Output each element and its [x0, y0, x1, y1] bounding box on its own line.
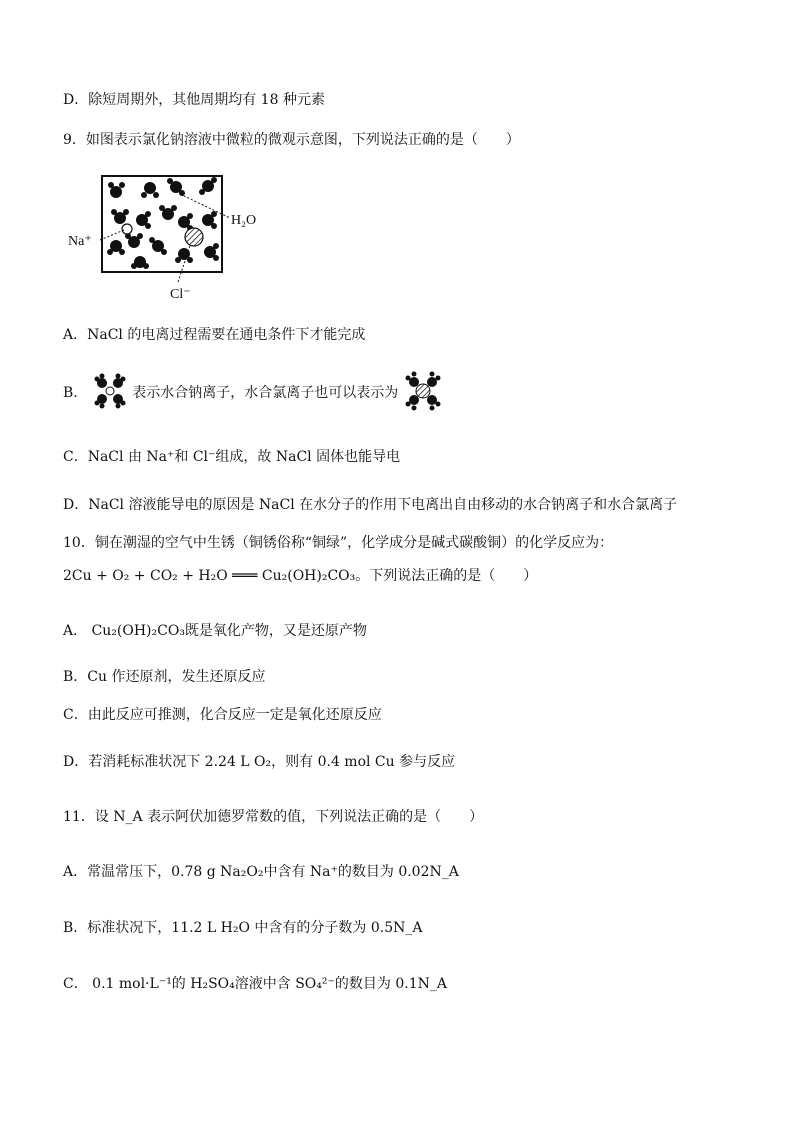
cl-ion — [185, 228, 203, 246]
label-na: Na⁺ — [68, 234, 92, 249]
q9-option-b-text: 表示水合钠离子，水合氯离子也可以表示为 — [132, 385, 399, 401]
q9-option-c: C．NaCl 由 Na⁺和 Cl⁻组成，故 NaCl 固体也能导电 — [63, 449, 401, 465]
hydrated-cl-ion-icon — [403, 371, 443, 411]
q8-option-d: D．除短周期外，其他周期均有 18 种元素 — [63, 92, 325, 108]
q9-option-b-prefix: B． — [63, 385, 88, 401]
hydrated-na-ion-icon — [92, 373, 128, 409]
q9-option-b — [63, 383, 443, 403]
q10-equation: 2Cu + O₂ + CO₂ + H₂O ═══ Cu₂(OH)₂CO₃。下列说法正确的是（ ） — [63, 568, 538, 584]
q10-option-c: C．由此反应可推测，化合反应一定是氧化还原反应 — [63, 707, 382, 723]
q11-option-c: C． 0.1 mol·L⁻¹的 H₂SO₄溶液中含 SO₄²⁻的数目为 0.1N_A — [63, 976, 447, 992]
label-h2o: H₂O — [231, 213, 257, 228]
q10-option-a: A． Cu₂(OH)₂CO₃既是氧化产物，又是还原产物 — [63, 623, 367, 639]
q11-option-a: A．常温常压下，0.78 g Na₂O₂中含有 Na⁺的数目为 0.02N_A — [63, 864, 459, 880]
nacl-solution-figure — [60, 170, 300, 305]
q11-option-b: B．标准状况下，11.2 L H₂O 中含有的分子数为 0.5N_A — [63, 920, 423, 936]
q11-stem: 11．设 N_A 表示阿伏加德罗常数的值，下列说法正确的是（ ） — [63, 809, 484, 825]
q10-option-d: D．若消耗标准状况下 2.24 L O₂，则有 0.4 mol Cu 参与反应 — [63, 754, 456, 770]
na-ion — [122, 224, 132, 234]
label-cl: Cl⁻ — [170, 287, 191, 302]
q9-stem: 9．如图表示氯化钠溶液中微粒的微观示意图，下列说法正确的是（ ） — [63, 132, 520, 148]
q9-option-d: D．NaCl 溶液能导电的原因是 NaCl 在水分子的作用下电离出自由移动的水合钠离子和水合氯离子 — [63, 497, 678, 513]
q10-stem: 10．铜在潮湿的空气中生锈（铜锈俗称“铜绿”，化学成分是碱式碳酸铜）的化学反应为： — [63, 535, 614, 551]
q9-option-a: A．NaCl 的电离过程需要在通电条件下才能完成 — [63, 327, 366, 343]
q10-option-b: B．Cu 作还原剂，发生还原反应 — [63, 669, 266, 685]
